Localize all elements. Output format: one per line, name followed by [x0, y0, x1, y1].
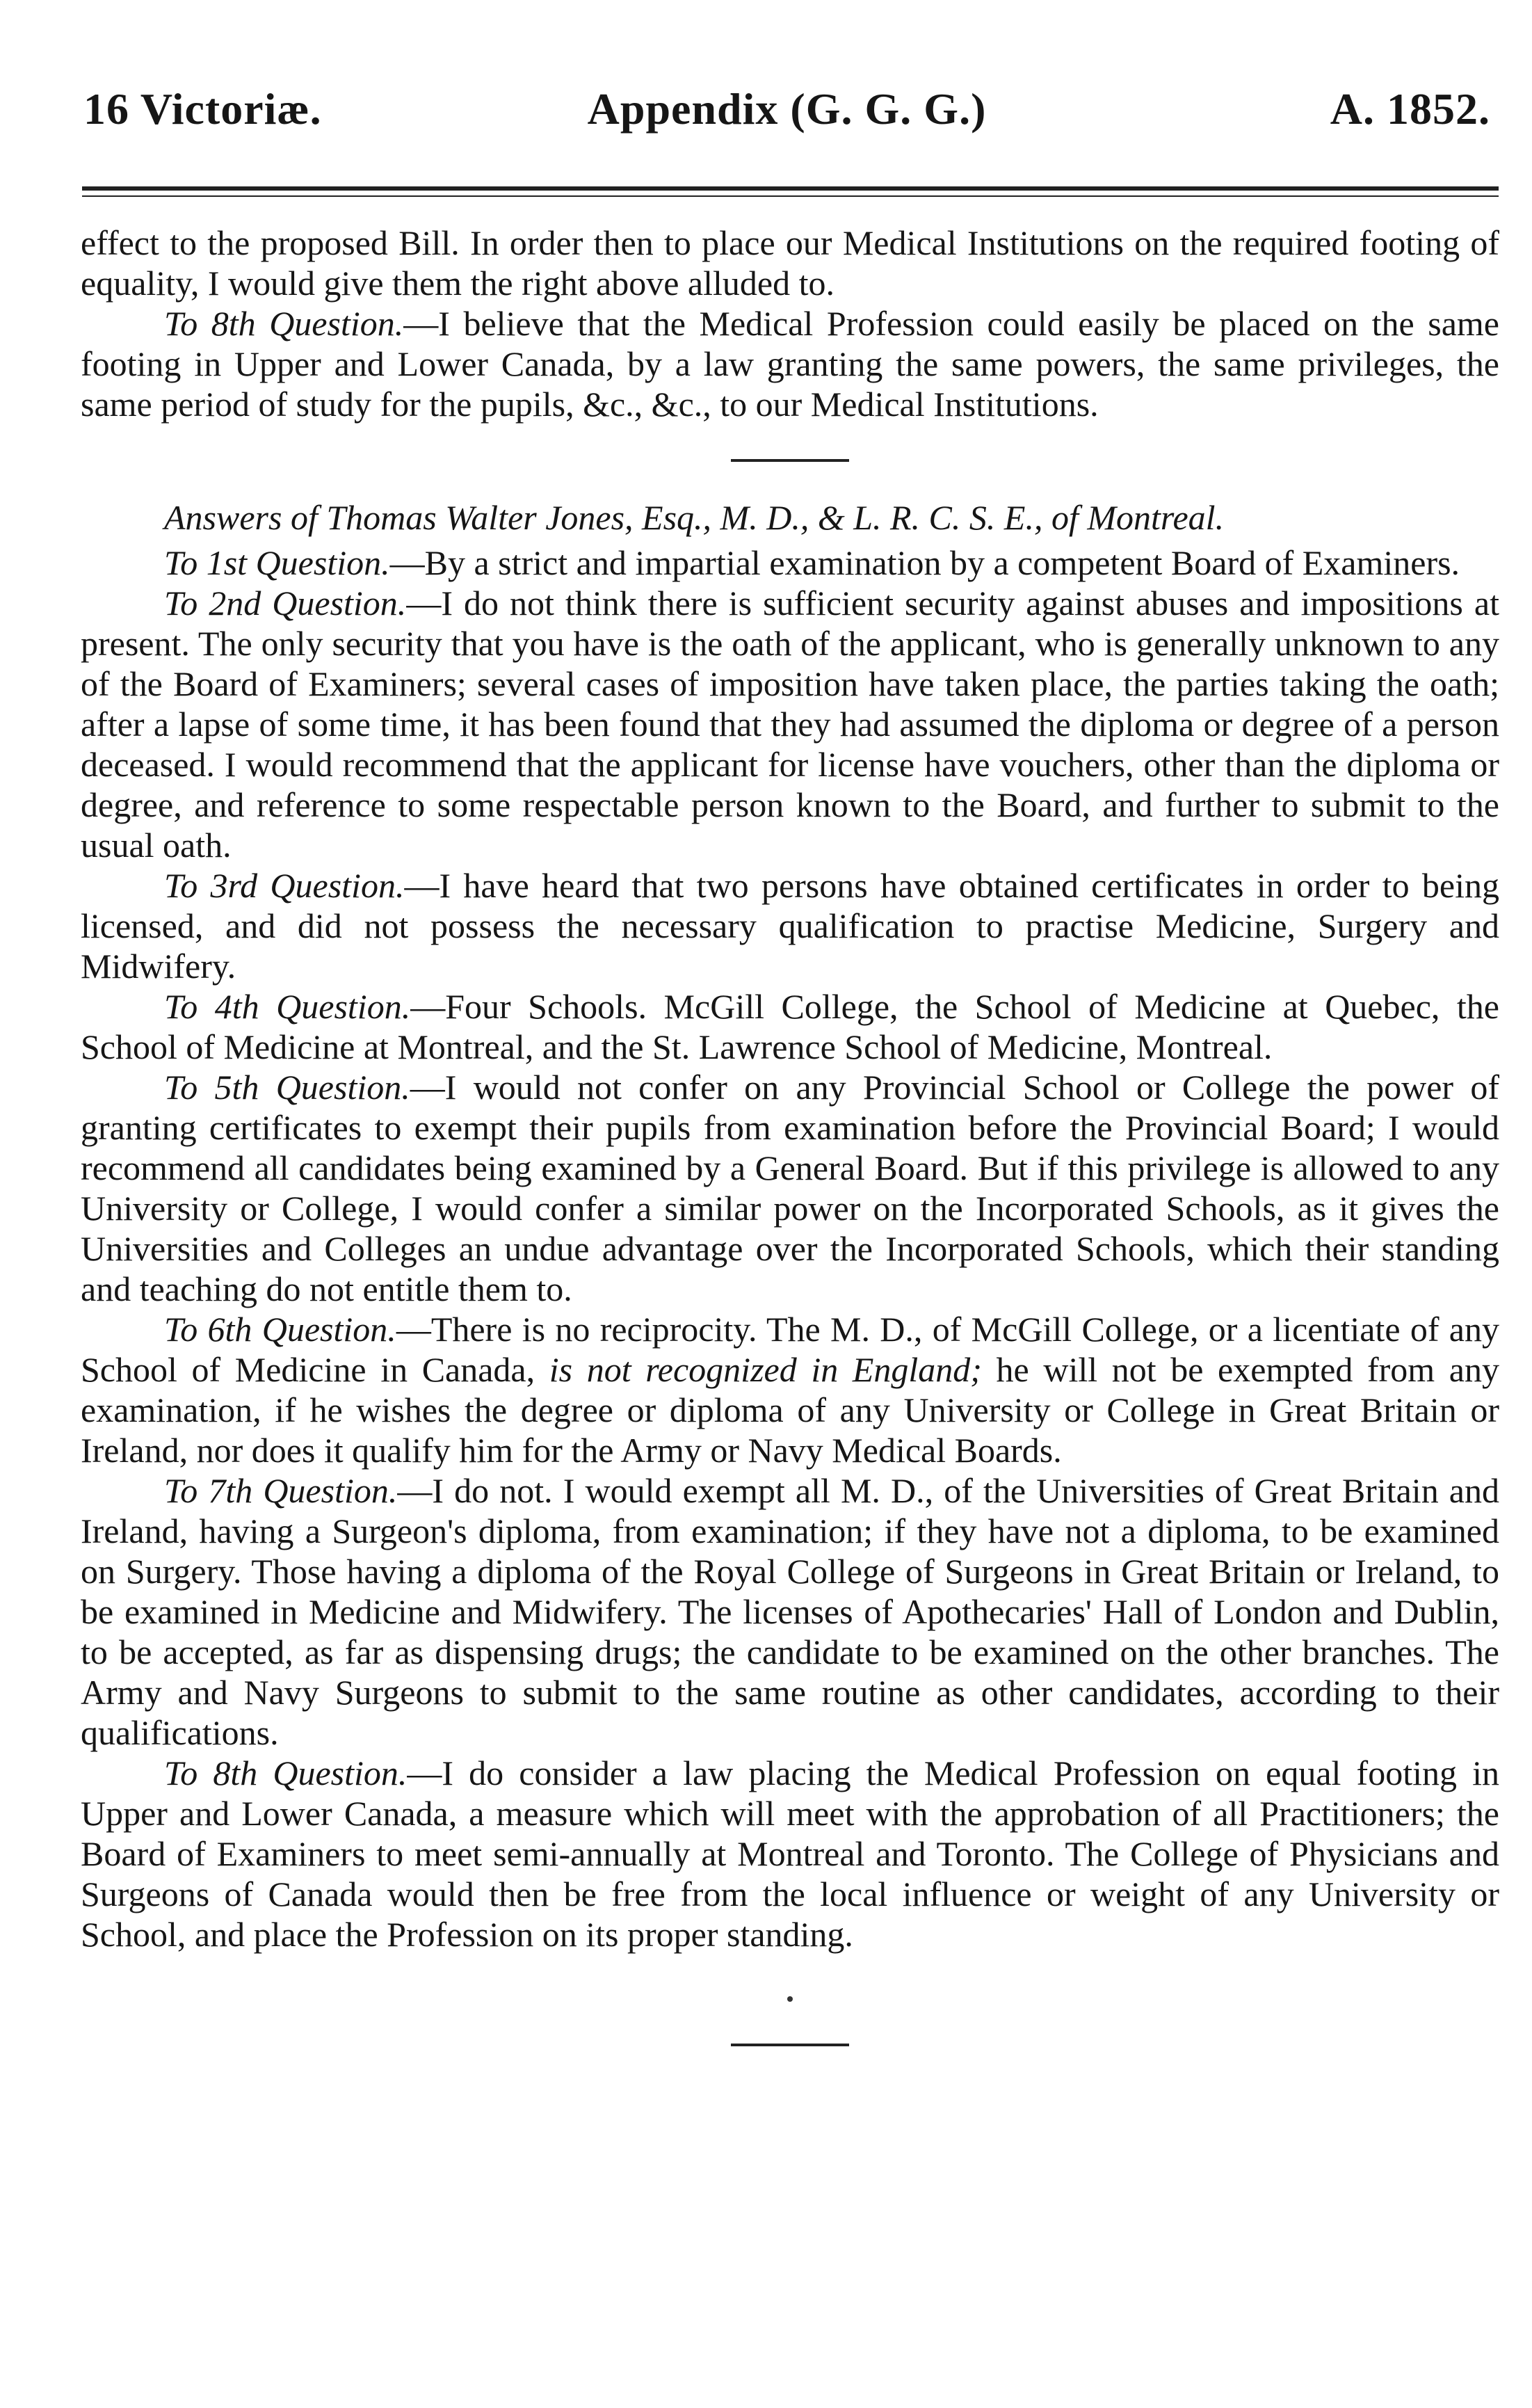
- answer-5: [81, 1067, 1499, 1309]
- question-lead: To 7th Question.: [164, 1471, 398, 1510]
- question-lead: To 5th Question.: [164, 1068, 410, 1107]
- question-lead: To 4th Question.: [164, 987, 411, 1026]
- question-lead: To 1st Question.: [164, 543, 390, 582]
- page-body: [81, 223, 1499, 2046]
- answer-2: [81, 583, 1499, 865]
- answer-text: —I do not think there is sufficient security against abuses and impositions at present. The only security that you have is the oath of the applicant, who is generally unknown to any of the Board of Examiners; several cases of imposition have taken place, the parties taking the oath; after a lapse of some time, it has been found that they had assumed the diploma or degree of a person deceased. I would recommend that the applicant for license have vouchers, other than the diploma or degree, and reference to some respectable person known to the Board, and further to submit to the usual oath.: [81, 584, 1499, 865]
- answer-8: [81, 1753, 1499, 1955]
- header-session: 16 Victoriæ.: [83, 84, 322, 134]
- header-rule-thin: [82, 195, 1499, 197]
- answer-text: —By a strict and impartial examination by a competent Board of Examiners.: [389, 543, 1460, 582]
- page-header: [83, 83, 1490, 153]
- answer-text: —I believe that the Medical Profession could easily be placed on the same footing in Upper and Lower Canada, by a law granting the same powers, the same privileges, the same period of study for the pupils, &c., &c., to our Medical Institutions.: [81, 304, 1499, 424]
- answer-7: [81, 1470, 1499, 1753]
- header-appendix: Appendix (G. G. G.): [587, 84, 987, 134]
- end-separator: [731, 2044, 849, 2046]
- answer-6: [81, 1309, 1499, 1470]
- answers-attribution: Answers of Thomas Walter Jones, Esq., M. D., & L. R. C. S. E., of Montreal.: [164, 498, 1225, 537]
- question-lead: To 8th Question.: [164, 1753, 408, 1792]
- answer-text: he will not be exempted from any examination, if he wishes the degree or diploma of any University or College in Great Britain or Ireland, nor does it qualify him for the Army or Navy Medical Boards.: [81, 1350, 1499, 1470]
- header-rule-thick: [82, 186, 1499, 191]
- question-lead: To 6th Question.: [164, 1310, 396, 1349]
- answer-3: [81, 865, 1499, 986]
- question-lead: To 2nd Question.: [164, 584, 407, 623]
- answer-text: —I would not confer on any Provincial School or College the power of granting certificates to exempt their pupils from examination before the Provincial Board; I would recommend all candidates being examined by a General Board. But if this privilege is allowed to any University or College, I would confer a similar power on the Incorporated Schools, as it gives the Universities and Colleges an undue advantage over the Incorporated Schools, which their standing and teaching do not entitle them to.: [81, 1068, 1499, 1308]
- answer-text: —I do consider a law placing the Medical Profession on equal footing in Upper and Lower Canada, a measure which will meet with the approbation of all Practitioners; the Board of Examiners to meet semi-annually at Montreal and Toronto. The College of Physicians and Surgeons of Canada would then be free from the local influence or weight of any University or School, and place the Profession on its proper standing.: [81, 1753, 1499, 1954]
- answer-text: —I have heard that two persons have obtained certificates in order to being licensed, and did not possess the necessary qualification to practise Medicine, Surgery and Midwifery.: [81, 866, 1499, 986]
- answer-4: [81, 986, 1499, 1067]
- answer-emphasis: is not recognized in England;: [549, 1350, 982, 1389]
- intro-paragraph: effect to the proposed Bill. In order then to place our Medical Institutions on the required footing of equality, I would give them the right above alluded to.: [81, 223, 1499, 303]
- answer-text: —Four Schools. McGill College, the School of Medicine at Quebec, the School of Medicine at Montreal, and the St. Lawrence School of Medicine, Montreal.: [81, 987, 1499, 1066]
- question-lead: To 3rd Question.: [164, 866, 405, 905]
- end-dot: [787, 1996, 793, 2002]
- header-year: A. 1852.: [1330, 84, 1490, 134]
- answer-text: —I do not. I would exempt all M. D., of the Universities of Great Britain and Ireland, having a Surgeon's diploma, from examination; if they have not a diploma, to be examined on Surgery. Those having a diploma of the Royal College of Surgeons in Great Britain or Ireland, to be examined in Medicine and Midwifery. The licenses of Apothecaries' Hall of London and Dublin, to be accepted, as far as dispensing drugs; the candidate to be examined on the other branches. The Army and Navy Surgeons to submit to the same routine as other candidates, according to their qualifications.: [81, 1471, 1499, 1752]
- answer-1: [81, 543, 1499, 583]
- answer-text: —There is no reciprocity. The M. D., of McGill College, or a licentiate of any School of Medicine in Canada,: [81, 1310, 1499, 1389]
- question-lead: To 8th Question.: [164, 304, 404, 343]
- intro-answer-8: [81, 303, 1499, 424]
- section-separator: [731, 459, 849, 462]
